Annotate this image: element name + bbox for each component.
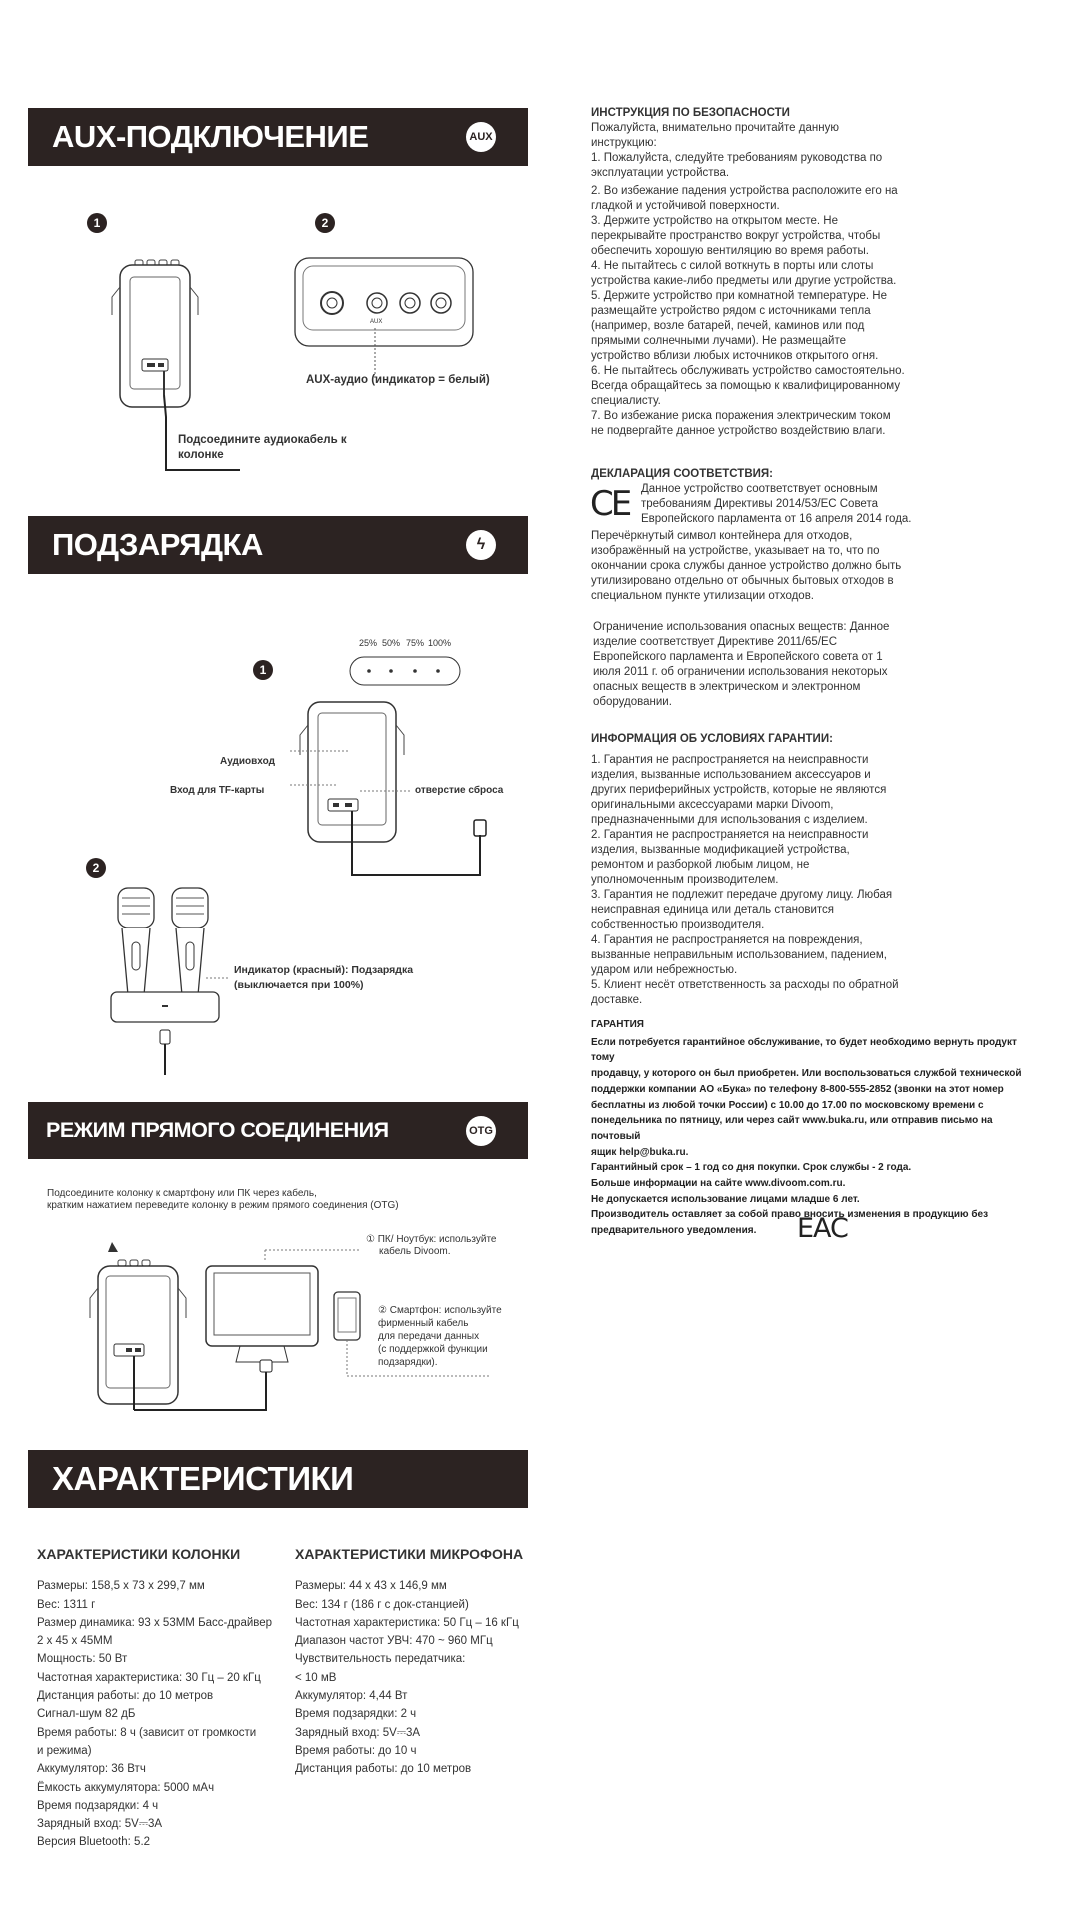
spec-line: Размер динамика: 93 х 53ММ Басс-драйвер bbox=[37, 1616, 273, 1629]
weee-line: специальном пункте утилизации отходов. bbox=[591, 590, 815, 602]
weee-line: окончании срока службы данное устройство должно быть bbox=[591, 560, 902, 572]
level-label: 100% bbox=[428, 638, 452, 648]
phone-cable-label: фирменный кабель bbox=[378, 1318, 469, 1329]
spec-line: Частотная характеристика: 30 Гц – 20 кГц bbox=[37, 1671, 261, 1684]
safety-line: инструкцию: bbox=[591, 137, 657, 149]
section-title: РЕЖИМ ПРЯМОГО СОЕДИНЕНИЯ bbox=[46, 1118, 389, 1142]
warranty bbox=[591, 1017, 1041, 1239]
pc-cable-label: кабель Divoom. bbox=[379, 1246, 451, 1257]
cable-label: колонке bbox=[178, 449, 224, 461]
warranty-line: уполномоченным производителем. bbox=[591, 874, 779, 886]
section-title: ХАРАКТЕРИСТИКИ bbox=[52, 1460, 354, 1497]
eac-mark: EAC bbox=[797, 1213, 848, 1244]
spec-line: Вес: 134 г (186 г с док-станцией) bbox=[295, 1598, 469, 1611]
ce-line: требованиям Директивы 2014/53/ЕС Совета bbox=[641, 498, 878, 510]
rohs-line: опасных веществ в электрическом и электронном bbox=[593, 681, 861, 693]
safety-line: 7. Во избежание риска поражения электрическим током bbox=[591, 410, 891, 422]
safety-line: прямыми солнечными лучами). Не размещайте bbox=[591, 335, 846, 347]
ce-statement bbox=[641, 482, 961, 527]
safety-line: 2. Во избежание падения устройства расположите его на bbox=[591, 185, 898, 197]
spec-line: Размеры: 44 x 43 x 146,9 мм bbox=[295, 1580, 447, 1593]
spec-line: Сигнал-шум 82 дБ bbox=[37, 1708, 136, 1721]
spec-line: Время подзарядки: 2 ч bbox=[295, 1708, 417, 1721]
spec-line: Размеры: 158,5 x 73 x 299,7 мм bbox=[37, 1580, 205, 1593]
warranty-line: 1. Гарантия не распространяется на неисправности bbox=[591, 754, 869, 766]
spec-line: Вес: 1311 г bbox=[37, 1598, 96, 1611]
spec-line: Время работы: 8 ч (зависит от громкости bbox=[37, 1726, 257, 1739]
reset-label: отверстие сброса bbox=[415, 785, 504, 796]
spec-line: < 10 мВ bbox=[295, 1671, 337, 1684]
warranty-line: других периферийных устройств, которые не являются bbox=[591, 784, 887, 796]
weee-line: изображённый на устройстве, указывает на то, что по bbox=[591, 545, 880, 557]
safety-line: (например, возле батарей, печей, каминов или под bbox=[591, 320, 865, 332]
charging-section-header bbox=[28, 516, 528, 574]
aux-badge: AUX bbox=[466, 122, 496, 152]
safety-line: перекрывайте пространство вокруг устройства, чтобы bbox=[591, 230, 881, 242]
safety-line: устройства какие-либо предметы или другие устройства. bbox=[591, 275, 897, 287]
rohs-statement bbox=[593, 620, 943, 710]
pc-cable-label: ① ПК/ Ноутбук: используйте bbox=[366, 1234, 497, 1245]
weee-statement bbox=[591, 529, 941, 604]
warranty-line: 3. Гарантия не подлежит передаче другому лицу. Любая bbox=[591, 889, 893, 901]
step-number: 2 bbox=[86, 858, 106, 878]
rohs-line: Ограничение использования опасных веществ: Данное bbox=[593, 621, 890, 633]
rohs-line: Европейского парламента и Европейского совета от 1 bbox=[593, 651, 883, 663]
spec-line: и режима) bbox=[37, 1744, 92, 1757]
speaker-specs-heading: ХАРАКТЕРИСТИКИ КОЛОНКИ bbox=[37, 1546, 241, 1562]
spec-line: Время подзарядки: 4 ч bbox=[37, 1799, 159, 1812]
warranty-line: неисправная единица или деталь становится bbox=[591, 904, 835, 916]
warranty-line: 4. Гарантия не распространяется на повреждения, bbox=[591, 934, 863, 946]
safety-line: устройство вблизи любых источников открытого огня. bbox=[591, 350, 879, 362]
warranty-conditions-heading: ИНФОРМАЦИЯ ОБ УСЛОВИЯХ ГАРАНТИИ: bbox=[591, 733, 833, 745]
section-title: AUX-ПОДКЛЮЧЕНИЕ bbox=[52, 119, 369, 154]
step-number: 2 bbox=[315, 213, 335, 233]
warranty-text: продавцу, у которого он был приобретен. Или воспользоваться службой технической bbox=[591, 1068, 1022, 1080]
aux-section-header bbox=[28, 108, 528, 166]
warranty-line: изделия, вызванные модификацией устройства, bbox=[591, 844, 850, 856]
step-number: 1 bbox=[87, 213, 107, 233]
spec-line: Чувствительность передатчика: bbox=[295, 1653, 466, 1666]
phone-cable-label: ② Смартфон: используйте bbox=[378, 1305, 502, 1316]
warranty-heading: ГАРАНТИЯ bbox=[591, 1019, 644, 1030]
safety-line: Всегда обращайтесь за помощью к квалифицированному bbox=[591, 380, 901, 392]
warranty-conditions bbox=[591, 732, 941, 1008]
spec-line: Аккумулятор: 4,44 Вт bbox=[295, 1690, 408, 1703]
safety-heading: ИНСТРУКЦИЯ ПО БЕЗОПАСНОСТИ bbox=[591, 107, 790, 119]
warranty-line: 2. Гарантия не распространяется на неисправности bbox=[591, 829, 869, 841]
warranty-text: бесплатны из любой точки России) с 10.00 до 17.00 по московскому времени с bbox=[591, 1099, 984, 1111]
spec-line: Диапазон частот УВЧ: 470 ~ 960 МГц bbox=[295, 1635, 493, 1648]
level-label: 25% bbox=[359, 638, 378, 648]
safety-line: гладкой и устойчивой поверхности. bbox=[591, 200, 780, 212]
spec-line: Время работы: до 10 ч bbox=[295, 1744, 417, 1757]
spec-line: Частотная характеристика: 50 Гц – 16 кГц bbox=[295, 1616, 519, 1629]
weee-line: утилизировано отдельно от обычных бытовых отходов в bbox=[591, 575, 894, 587]
warranty-text: предварительного уведомления. bbox=[591, 1225, 757, 1237]
speaker-specs bbox=[37, 1545, 297, 1852]
warranty-text: Производитель оставляет за собой право вносить изменения в продукцию без bbox=[591, 1209, 989, 1221]
level-label: 75% bbox=[406, 638, 425, 648]
warranty-line: оригинальными аксессуарами марки Divoom, bbox=[591, 799, 834, 811]
spec-line: Ёмкость аккумулятора: 5000 мАч bbox=[37, 1781, 215, 1794]
safety-instructions bbox=[591, 106, 941, 439]
tf-slot-label: Вход для TF-карты bbox=[170, 785, 265, 796]
microphone-dock-illustration bbox=[110, 880, 230, 1080]
safety-line: эксплуатации устройства. bbox=[591, 167, 730, 179]
warranty-line: собственностью производителя. bbox=[591, 919, 765, 931]
phone-cable-label: подзарядки). bbox=[378, 1357, 438, 1368]
warranty-text: поддержки компании АО «Бука» по телефону 8-800-555-2852 (звонки на этот номер bbox=[591, 1083, 1004, 1095]
otg-intro: кратким нажатием переведите колонку в режим прямого соединения (OTG) bbox=[47, 1200, 399, 1211]
warranty-line: ремонтом и разборкой любым лицом, не bbox=[591, 859, 810, 871]
safety-line: не подвергайте данное устройство воздействию влаги. bbox=[591, 425, 886, 437]
ce-line: Европейского парламента от 16 апреля 2014 года. bbox=[641, 513, 912, 525]
rohs-line: июля 2011 г. об ограничении использования некоторых bbox=[593, 666, 888, 678]
audio-in-label: Аудиовход bbox=[220, 756, 275, 767]
phone-cable-label: для передачи данных bbox=[378, 1331, 480, 1342]
ce-line: Данное устройство соответствует основным bbox=[641, 483, 878, 495]
safety-line: 6. Не пытайтесь обслуживать устройство самостоятельно. bbox=[591, 365, 905, 377]
spec-line: Зарядный вход: 5V⎓3A bbox=[37, 1818, 163, 1831]
spec-line: Мощность: 50 Вт bbox=[37, 1653, 128, 1666]
safety-line: 5. Держите устройство при комнатной температуре. Не bbox=[591, 290, 887, 302]
spec-line: Дистанция работы: до 10 метров bbox=[37, 1690, 214, 1703]
charging-speaker-illustration bbox=[290, 655, 520, 875]
otg-section-header bbox=[28, 1102, 528, 1159]
warranty-line: доставке. bbox=[591, 994, 643, 1006]
safety-line: специалисту. bbox=[591, 395, 661, 407]
warranty-text: понедельника по пятницу, или через сайт www.buka.ru, или отправив письмо на почтовый bbox=[591, 1115, 993, 1142]
rohs-line: изделие соответствует Директиве 2011/65/ЕС bbox=[593, 636, 837, 648]
otg-illustration bbox=[90, 1238, 390, 1418]
warranty-line: вызванные неправильным использованием, падением, bbox=[591, 949, 887, 961]
step-number: 1 bbox=[253, 660, 273, 680]
spec-line: Аккумулятор: 36 Втч bbox=[37, 1763, 146, 1776]
spec-line: Зарядный вход: 5V⎓3A bbox=[295, 1726, 421, 1739]
safety-line: 3. Держите устройство на открытом месте. Не bbox=[591, 215, 839, 227]
warranty-line: ударом или небрежностью. bbox=[591, 964, 738, 976]
weee-line: Перечёркнутый символ контейнера для отходов, bbox=[591, 530, 853, 542]
safety-line: обеспечить хорошую вентиляцию во время работы. bbox=[591, 245, 869, 257]
cable-label: Подсоедините аудиокабель к bbox=[178, 434, 347, 446]
spec-line: Версия Bluetooth: 5.2 bbox=[37, 1836, 151, 1849]
warranty-text: Не допускается использование лицами младше 6 лет. bbox=[591, 1193, 860, 1205]
phone-cable-label: (с поддержкой функции bbox=[378, 1344, 488, 1355]
spec-line: Дистанция работы: до 10 метров bbox=[295, 1763, 472, 1776]
warranty-text: Больше информации на сайте www.divoom.com.ru. bbox=[591, 1178, 846, 1190]
specs-section-header bbox=[28, 1450, 528, 1508]
ce-mark: CE bbox=[590, 484, 630, 524]
rohs-line: оборудовании. bbox=[593, 696, 672, 708]
indicator-label: (выключается при 100%) bbox=[234, 979, 364, 991]
otg-badge: OTG bbox=[466, 1116, 496, 1146]
section-title: ПОДЗАРЯДКА bbox=[52, 527, 263, 562]
lightning-icon: ϟ bbox=[466, 530, 496, 560]
warranty-line: предназначенными для использования с изделием. bbox=[591, 814, 868, 826]
safety-line: Пожалуйста, внимательно прочитайте данную bbox=[591, 122, 839, 134]
declaration-heading: ДЕКЛАРАЦИЯ СООТВЕТСТВИЯ: bbox=[591, 468, 773, 480]
panel-aux-label: AUX bbox=[370, 319, 383, 325]
warranty-text: Если потребуется гарантийное обслуживание, то будет необходимо вернуть продукт тому bbox=[591, 1036, 1017, 1064]
microphone-specs bbox=[295, 1545, 565, 1779]
warranty-line: изделия, вызванные использованием аксессуаров и bbox=[591, 769, 871, 781]
level-label: 50% bbox=[382, 638, 401, 648]
otg-intro: Подсоедините колонку к смартфону или ПК через кабель, bbox=[47, 1188, 317, 1199]
indicator-label: Индикатор (красный): Подзарядка bbox=[234, 964, 414, 976]
warranty-text: Гарантийный срок – 1 год со дня покупки. Срок службы - 2 года. bbox=[591, 1162, 912, 1174]
warranty-line: 5. Клиент несёт ответственность за расходы по обратной bbox=[591, 979, 899, 991]
microphone-specs-heading: ХАРАКТЕРИСТИКИ МИКРОФОНА bbox=[295, 1546, 524, 1562]
safety-line: 1. Пожалуйста, следуйте требованиям руководства по bbox=[591, 152, 883, 164]
spec-line: 2 x 45 x 45ММ bbox=[37, 1635, 113, 1648]
safety-line: 4. Не пытайтесь с силой воткнуть в порты или слоты bbox=[591, 260, 874, 272]
safety-line: размещайте устройство рядом с источниками тепла bbox=[591, 305, 871, 317]
warranty-text: ящик help@buka.ru. bbox=[591, 1146, 689, 1158]
aux-audio-label: AUX-аудио (индикатор = белый) bbox=[306, 374, 490, 386]
